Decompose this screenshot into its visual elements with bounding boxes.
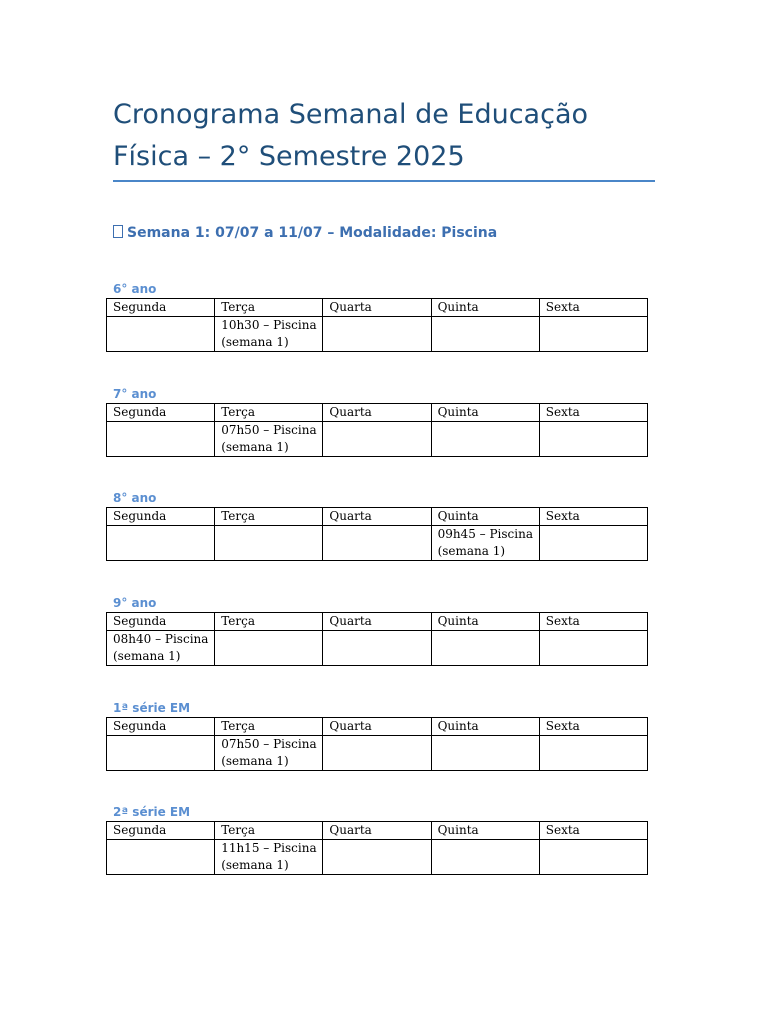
table-header-row [107, 613, 648, 631]
grade-label: 9° ano [113, 596, 157, 610]
schedule-cell [323, 526, 431, 561]
schedule-cell [431, 422, 539, 457]
day-header-cell: Terça [215, 508, 323, 526]
table-header-row [107, 404, 648, 422]
schedule-table [106, 612, 648, 666]
schedule-cell [107, 736, 215, 771]
day-header-cell: Terça [215, 718, 323, 736]
day-header-cell: Terça [215, 613, 323, 631]
schedule-table [106, 403, 648, 457]
schedule-cell [539, 422, 647, 457]
table-header-row [107, 822, 648, 840]
grade-label: 1ª série EM [113, 701, 191, 715]
day-header-cell: Segunda [107, 299, 215, 317]
day-header-cell: Quinta [431, 718, 539, 736]
schedule-cell [539, 736, 647, 771]
day-header-cell: Quarta [323, 822, 431, 840]
schedule-cell [539, 317, 647, 352]
table-row [107, 526, 648, 561]
schedule-table [106, 507, 648, 561]
day-header-cell: Segunda [107, 822, 215, 840]
grade-block [106, 804, 649, 875]
day-header-cell: Quarta [323, 508, 431, 526]
day-header-cell: Terça [215, 404, 323, 422]
grade-label: 8° ano [113, 491, 157, 505]
schedule-cell [431, 631, 539, 666]
day-header-cell: Quinta [431, 404, 539, 422]
day-header-cell: Sexta [539, 299, 647, 317]
schedule-cell [107, 526, 215, 561]
day-header-cell: Quinta [431, 613, 539, 631]
schedule-cell [539, 526, 647, 561]
schedule-cell [539, 840, 647, 875]
schedule-cell [107, 317, 215, 352]
grade-block [106, 386, 649, 457]
table-header-row [107, 508, 648, 526]
day-header-cell: Quinta [431, 508, 539, 526]
table-row [107, 422, 648, 457]
day-header-cell: Segunda [107, 718, 215, 736]
day-header-cell: Segunda [107, 404, 215, 422]
grade-block [106, 281, 649, 352]
schedule-cell: 09h45 – Piscina (semana 1) [431, 526, 539, 561]
table-row [107, 631, 648, 666]
day-header-cell: Sexta [539, 822, 647, 840]
schedule-cell: 07h50 – Piscina (semana 1) [215, 422, 323, 457]
week-heading [113, 225, 497, 241]
grade-label: 2ª série EM [113, 805, 191, 819]
schedule-cell [323, 631, 431, 666]
day-header-cell: Quarta [323, 613, 431, 631]
table-row [107, 840, 648, 875]
schedule-cell [539, 631, 647, 666]
day-header-cell: Quarta [323, 299, 431, 317]
week-heading-text: Semana 1: 07/07 a 11/07 – Modalidade: Piscina [127, 225, 498, 241]
schedule-cell: 08h40 – Piscina (semana 1) [107, 631, 215, 666]
schedule-cell [215, 631, 323, 666]
day-header-cell: Sexta [539, 404, 647, 422]
schedule-cell: 10h30 – Piscina (semana 1) [215, 317, 323, 352]
grade-block [106, 595, 649, 666]
day-header-cell: Quinta [431, 822, 539, 840]
grade-label: 7° ano [113, 387, 157, 401]
schedule-cell [431, 736, 539, 771]
day-header-cell: Terça [215, 822, 323, 840]
table-header-row [107, 299, 648, 317]
schedule-cell: 07h50 – Piscina (semana 1) [215, 736, 323, 771]
table-row [107, 317, 648, 352]
grade-block [106, 700, 649, 771]
grade-label: 6° ano [113, 282, 157, 296]
day-header-cell: Quinta [431, 299, 539, 317]
day-header-cell: Quarta [323, 404, 431, 422]
day-header-cell: Quarta [323, 718, 431, 736]
schedule-cell [215, 526, 323, 561]
document-title: Cronograma Semanal de Educação Física – 2° Semestre 2025 [113, 99, 589, 172]
table-header-row [107, 718, 648, 736]
schedule-cell [431, 840, 539, 875]
title-underline [113, 180, 655, 182]
schedule-table [106, 298, 648, 352]
calendar-icon [113, 225, 123, 238]
schedule-cell [323, 422, 431, 457]
day-header-cell: Sexta [539, 508, 647, 526]
day-header-cell: Sexta [539, 718, 647, 736]
schedule-table [106, 821, 648, 875]
grade-block [106, 490, 649, 561]
schedule-cell [323, 736, 431, 771]
day-header-cell: Segunda [107, 508, 215, 526]
schedule-cell [107, 840, 215, 875]
day-header-cell: Terça [215, 299, 323, 317]
day-header-cell: Segunda [107, 613, 215, 631]
schedule-cell [107, 422, 215, 457]
day-header-cell: Sexta [539, 613, 647, 631]
schedule-table [106, 717, 648, 771]
table-row [107, 736, 648, 771]
schedule-cell [323, 840, 431, 875]
schedule-cell: 11h15 – Piscina (semana 1) [215, 840, 323, 875]
schedule-cell [323, 317, 431, 352]
schedule-cell [431, 317, 539, 352]
